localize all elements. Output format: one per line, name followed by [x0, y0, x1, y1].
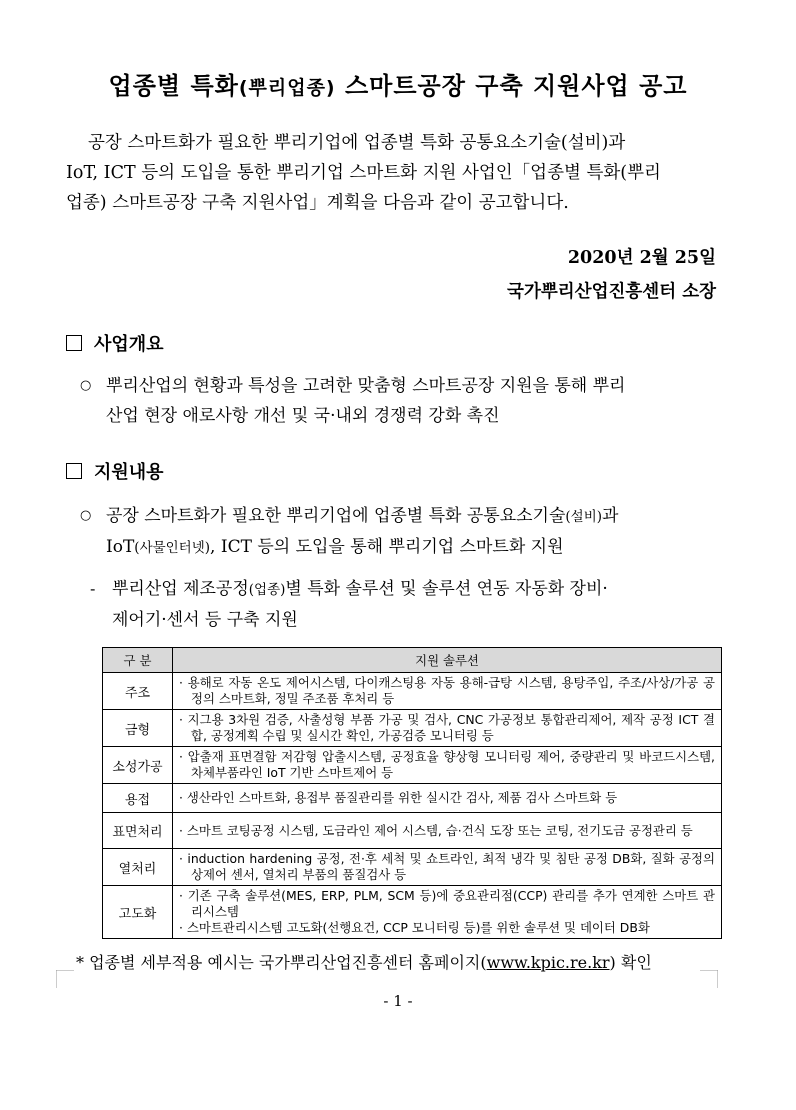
title-part1: 업종별 특화 [108, 72, 239, 100]
header-solution: 지원 솔루션 [173, 648, 722, 673]
solutions-table [102, 647, 722, 939]
row-solution: · induction hardening 공정, 전·후 세척 및 쇼트라인, 최적 냉각 및 침탄 공정 DB화, 질화 공정의 상제어 센서, 열처리 부품의 품질검사 등 [173, 849, 722, 886]
dash-bullet: - [90, 580, 96, 598]
sub-item-line: 제어기·센서 등 구축 지원 [112, 610, 298, 630]
header-category: 구 분 [103, 648, 173, 673]
section-overview-heading [66, 330, 164, 356]
intro-line: 업종) 스마트공장 구축 지원사업」계획을 다음과 같이 공고합니다. [66, 193, 569, 213]
row-category: 소성가공 [103, 747, 173, 784]
row-solution: · 스마트 코팅공정 시스템, 도금라인 제어 시스템, 습·건식 도장 또는 코팅, 전기도금 공정관리 등 [173, 813, 722, 849]
section-title: 지원내용 [94, 462, 164, 483]
checkbox-square-icon [66, 463, 82, 479]
section-title: 사업개요 [94, 334, 164, 355]
section-support-heading [66, 458, 164, 484]
issuer: 국가뿌리산업진흥센터 소장 [507, 282, 716, 302]
overview-bullet [80, 371, 716, 431]
announcement-date: 2020년 2월 25일 [567, 248, 716, 268]
sub-item-line: 뿌리산업 제조공정(업종)별 특화 솔루션 및 솔루션 연동 자동화 장비· [112, 579, 608, 599]
page-number: - 1 - [383, 992, 413, 1010]
intro-line: 공장 스마트화가 필요한 뿌리기업에 업종별 특화 공통요소기술(설비)과 [88, 133, 626, 153]
table-row [103, 710, 722, 747]
support-bullet [80, 501, 716, 563]
row-category: 주조 [103, 673, 173, 710]
table-row [103, 747, 722, 784]
circle-bullet-icon: ○ [80, 508, 92, 523]
overview-line: 산업 현장 애로사항 개선 및 국·내외 경쟁력 강화 촉진 [106, 406, 500, 426]
homepage-link[interactable]: www.kpic.re.kr [486, 953, 610, 972]
checkbox-square-icon [66, 335, 82, 351]
support-line: IoT(사물인터넷), ICT 등의 도입을 통해 뿌리기업 스마트화 지원 [106, 537, 564, 557]
circle-bullet-icon: ○ [80, 378, 92, 393]
row-solution: · 압출재 표면결함 저감형 압출시스템, 공정효율 향상형 모니터링 제어, 중량관리 및 바코드시스템, 차체부품라인 IoT 기반 스마트제어 등 [173, 747, 722, 784]
footnote: * 업종별 세부적용 예시는 국가뿌리산업진흥센터 홈페이지(www.kpic.re.kr) 확인 [76, 953, 652, 972]
table-row [103, 813, 722, 849]
row-solution: · 기존 구축 솔루션(MES, ERP, PLM, SCM 등)에 중요관리점(CCP) 관리를 추가 연계한 스마트 관리시스템 · 스마트관리시스템 고도화(선행요건, CCP 모니터링 등)를 위한 솔루션 및 데이터 DB화 [173, 886, 722, 939]
table-header-row [103, 648, 722, 673]
table-row [103, 784, 722, 813]
row-solution: · 용해로 자동 온도 제어시스템, 다이캐스팅용 자동 용해-급탕 시스템, 용탕주입, 주조/사상/가공 공정의 스마트화, 정밀 주조품 후처리 등 [173, 673, 722, 710]
row-category: 용접 [103, 784, 173, 813]
document-title [0, 66, 796, 101]
table-row [103, 886, 722, 939]
row-category: 열처리 [103, 849, 173, 886]
row-category: 고도화 [103, 886, 173, 939]
intro-paragraph [66, 128, 716, 218]
row-solution: · 생산라인 스마트화, 용접부 품질관리를 위한 실시간 검사, 제품 검사 스마트화 등 [173, 784, 722, 813]
overview-line: 뿌리산업의 현황과 특성을 고려한 맞춤형 스마트공장 지원을 통해 뿌리 [106, 376, 626, 396]
page-corner-mark-icon [56, 970, 74, 988]
table-row [103, 849, 722, 886]
table-row [103, 673, 722, 710]
row-category: 표면처리 [103, 813, 173, 849]
row-solution: · 지그용 3차원 검증, 사출성형 부품 가공 및 검사, CNC 가공정보 통합관리제어, 제작 공정 ICT 결합, 공정계획 수립 및 실시간 확인, 가공검증 모니터링 등 [173, 710, 722, 747]
page-corner-mark-icon [700, 970, 718, 988]
row-category: 금형 [103, 710, 173, 747]
title-part3: 스마트공장 구축 지원사업 공고 [335, 72, 688, 100]
support-line: 공장 스마트화가 필요한 뿌리기업에 업종별 특화 공통요소기술(설비)과 [106, 506, 619, 526]
support-sub-item [90, 574, 716, 635]
title-part2: (뿌리업종) [238, 77, 336, 99]
intro-line: IoT, ICT 등의 도입을 통한 뿌리기업 스마트화 지원 사업인「업종별 특화(뿌리 [66, 163, 661, 183]
